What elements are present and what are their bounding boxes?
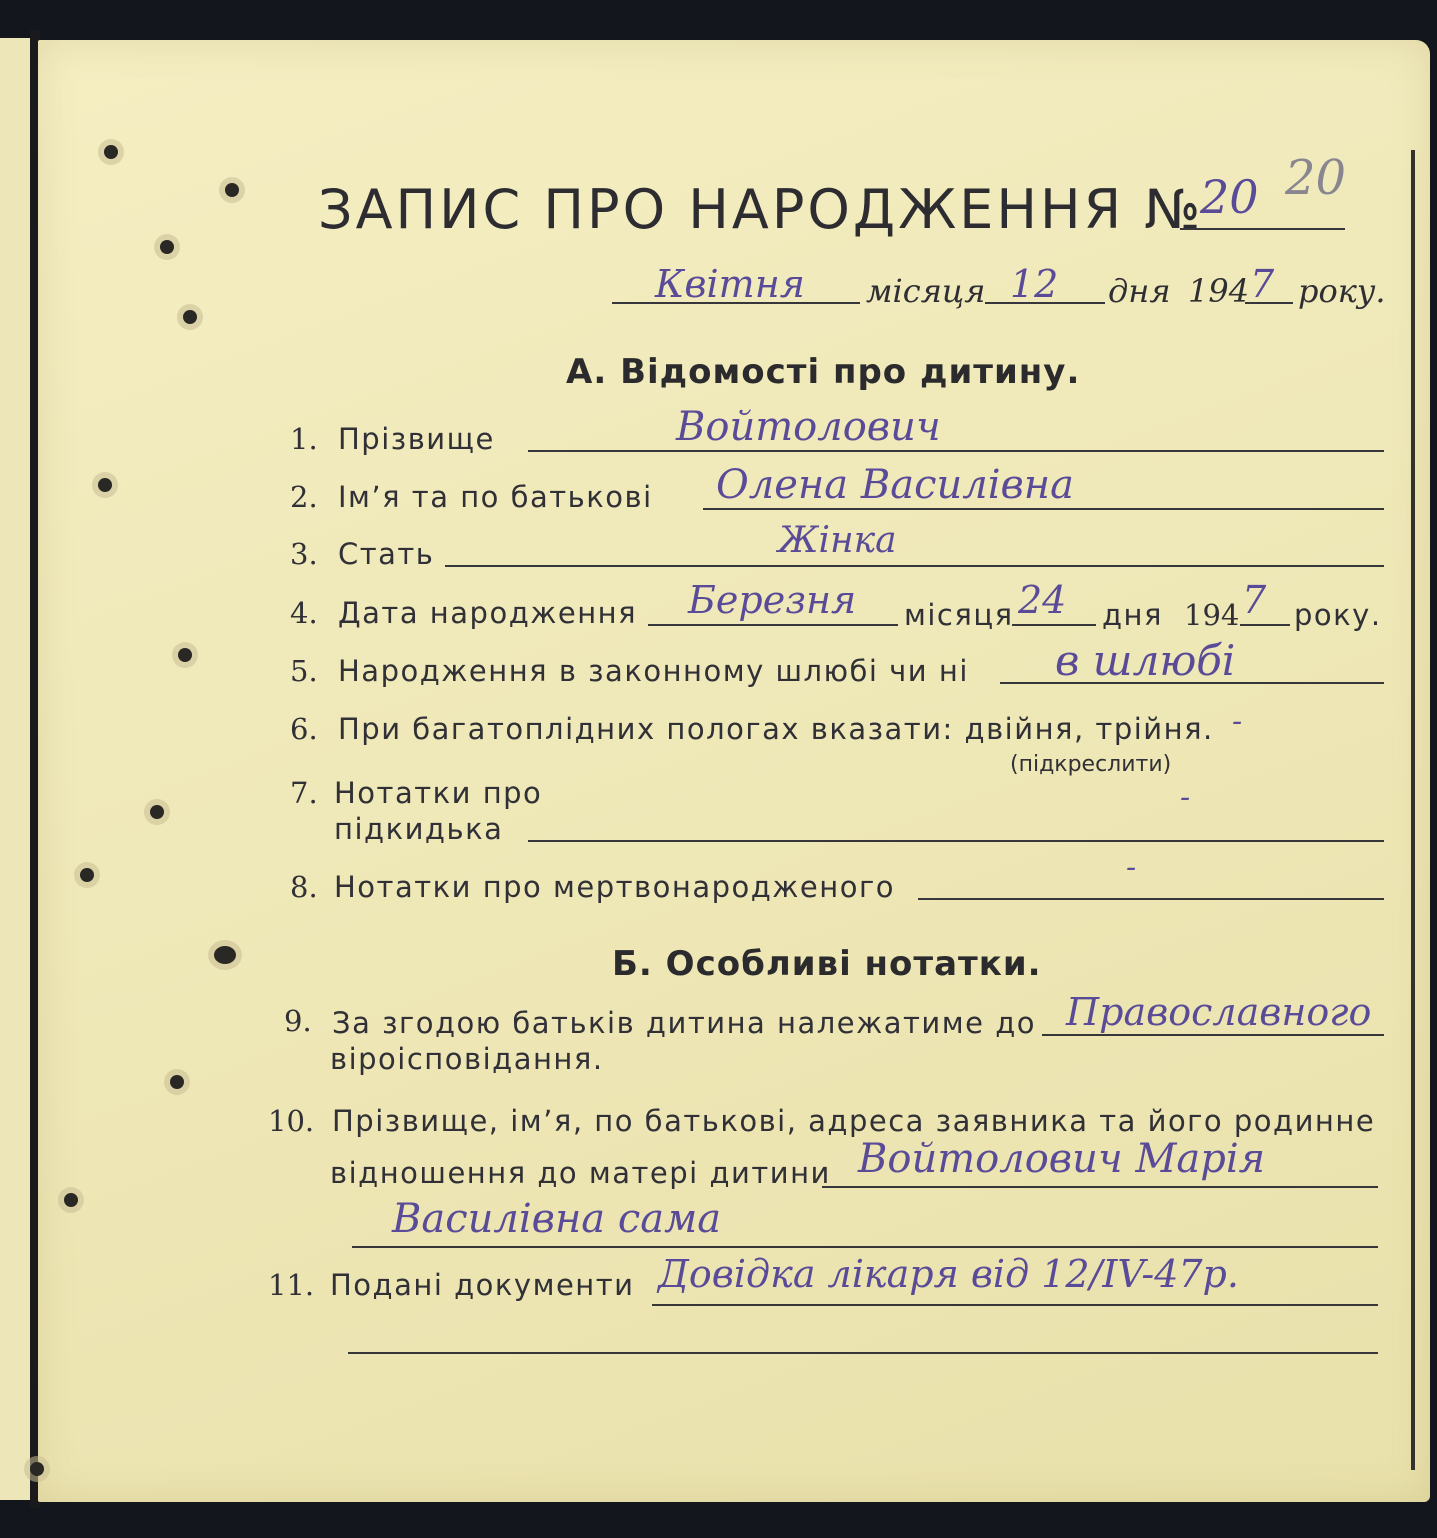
stillborn-value: - [1126, 850, 1137, 885]
item-10-label-line2: відношення до матері дитини [330, 1156, 831, 1190]
record-day-line [985, 302, 1105, 304]
birth-month-value: Березня [688, 578, 857, 622]
item-10-label-line1: Прізвище, ім’я, по батькові, адреса заявника та його родинне [332, 1104, 1376, 1138]
item-7-label-line2: підкидька [334, 812, 504, 846]
birth-day-value: 24 [1018, 578, 1067, 622]
left-page-edge [0, 38, 33, 1500]
binding-hole [104, 145, 118, 159]
item-11-line-1 [652, 1304, 1378, 1306]
name-patronymic-value: Олена Василівна [716, 462, 1074, 508]
sex-value: Жінка [778, 520, 897, 561]
item-8-number: 8. [290, 870, 318, 904]
birth-day-line [1012, 624, 1096, 626]
item-7-label-line1: Нотатки про [334, 776, 543, 810]
section-a-heading: А. Відомості про дитину. [566, 352, 1081, 392]
item-6-number: 6. [290, 712, 318, 746]
item-6-label: При багатоплідних пологах вказати: двійня, трійня. [338, 712, 1214, 746]
item-3-number: 3. [290, 537, 318, 571]
documents-value: Довідка лікаря від 12/IV-47р. [658, 1252, 1239, 1296]
birth-year-label: року. [1294, 598, 1382, 632]
record-number: 20 [1200, 170, 1259, 224]
marriage-value: в шлюбі [1055, 636, 1236, 685]
birth-year-prefix: 194 [1184, 598, 1240, 632]
binding-hole [183, 310, 197, 324]
item-9-label-line1: За згодою батьків дитина належатиме до [332, 1006, 1036, 1040]
record-day-label: дня [1108, 272, 1171, 310]
item-1-number: 1. [290, 422, 318, 456]
record-month-line [612, 302, 860, 304]
binding-hole [150, 805, 164, 819]
binding-hole [80, 868, 94, 882]
item-11-label: Подані документи [330, 1268, 635, 1302]
binding-hole [30, 1462, 44, 1476]
surname-value: Войтолович [676, 404, 941, 450]
item-7-number: 7. [290, 776, 318, 810]
item-10-line-1 [822, 1186, 1378, 1188]
item-4-label: Дата народження [338, 596, 638, 630]
page-title: ЗАПИС ПРО НАРОДЖЕННЯ № [318, 178, 1204, 241]
section-b-heading: Б. Особливі нотатки. [612, 944, 1042, 984]
item-3-line [445, 565, 1384, 567]
binding-hole [214, 946, 236, 964]
record-year-digit: 7 [1250, 262, 1275, 306]
binding-hole [98, 478, 112, 492]
birth-year-digit: 7 [1242, 578, 1267, 622]
item-7-line [528, 840, 1384, 842]
record-year-label: року. [1298, 272, 1386, 310]
number-underline [1180, 228, 1345, 230]
birth-day-label: дня [1102, 598, 1163, 632]
item-1-label: Прізвище [338, 422, 495, 456]
item-5-label: Народження в законному шлюбі чи ні [338, 654, 969, 688]
item-10-number: 10. [268, 1104, 315, 1138]
record-year-line [1245, 302, 1293, 304]
record-month-label: місяця [866, 272, 986, 310]
binding-hole [225, 183, 239, 197]
item-1-line [528, 450, 1384, 452]
item-11-number: 11. [268, 1268, 315, 1302]
record-year-prefix: 194 [1188, 272, 1250, 310]
applicant-value-line1: Войтолович Марія [858, 1136, 1266, 1182]
foundling-value: - [1180, 780, 1191, 815]
item-8-line [918, 898, 1384, 900]
binding-hole [178, 648, 192, 662]
item-2-label: Ім’я та по батькові [338, 480, 653, 514]
binding-hole [160, 240, 174, 254]
birth-month-line [648, 624, 898, 626]
item-10-line-2 [352, 1246, 1378, 1248]
item-6-note: (підкреслити) [1010, 752, 1172, 777]
item-9-label-line2: віроісповідання. [330, 1042, 604, 1076]
item-4-number: 4. [290, 596, 318, 630]
religion-value: Православного [1066, 990, 1372, 1034]
birth-month-label: місяця [904, 598, 1014, 632]
item-3-label: Стать [338, 537, 435, 571]
multiple-birth-value: - [1232, 704, 1243, 739]
record-day-value: 12 [1010, 262, 1059, 306]
binding-hole [170, 1075, 184, 1089]
sheet-right-edge [1411, 150, 1415, 1470]
applicant-value-line2: Василівна сама [392, 1196, 722, 1242]
record-month-value: Квітня [655, 262, 805, 306]
binding-hole [64, 1193, 78, 1207]
item-8-label: Нотатки про мертвонародженого [334, 870, 895, 904]
item-9-number: 9. [284, 1004, 312, 1038]
item-9-line [1042, 1034, 1384, 1036]
item-5-number: 5. [290, 654, 318, 688]
item-2-line [703, 508, 1384, 510]
corner-number-mark: 20 [1285, 150, 1347, 206]
birth-year-line [1240, 624, 1290, 626]
item-2-number: 2. [290, 480, 318, 514]
item-11-line-2 [348, 1352, 1378, 1354]
